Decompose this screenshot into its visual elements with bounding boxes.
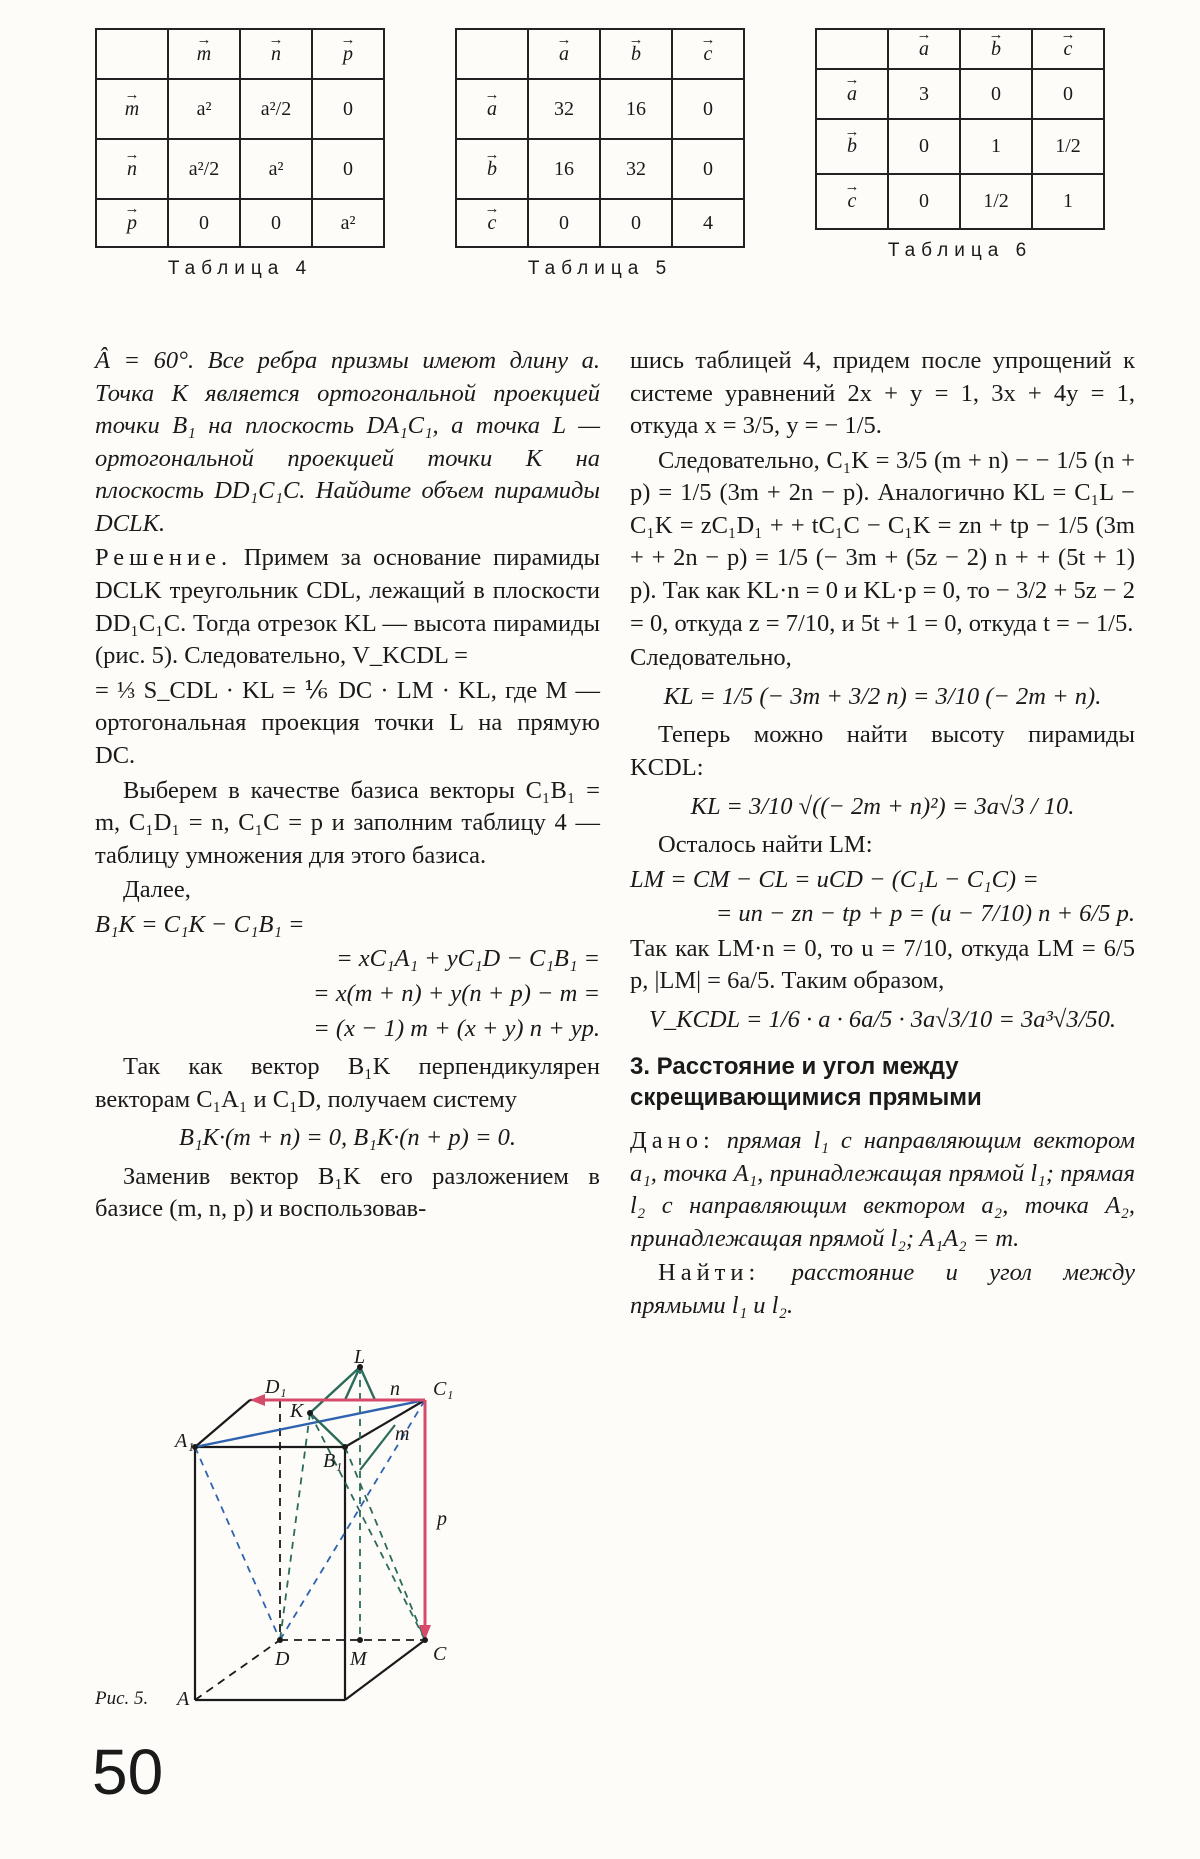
height-paragraph: Теперь можно найти высоту пирамиды KCDL: xyxy=(630,721,1135,781)
row-label: → p xyxy=(127,212,137,235)
formula-line-3: = x(m + n) + y(n + p) − m = xyxy=(313,979,600,1007)
label-b1: B₁ xyxy=(323,1450,343,1472)
solution-continuation: = ⅓ S_CDL · KL = ⅙ DC · LM · KL, где M — ортогональная проекция точки L на прямую DC. xyxy=(95,676,600,769)
lm-result-paragraph: Так как LM·n = 0, то u = 7/10, откуда LM = 6/5 p, |LM| = 6a/5. Таким образом, xyxy=(630,934,1135,995)
table-cell: 16 xyxy=(528,139,600,199)
table-cell: a² xyxy=(312,199,384,247)
table-cell: 0 xyxy=(672,139,744,199)
header-vector: → a xyxy=(919,38,929,61)
row-label: → c xyxy=(488,212,497,235)
table-cell: 0 xyxy=(960,69,1032,119)
segment-b1-c xyxy=(345,1447,425,1640)
table-cell: a²/2 xyxy=(168,139,240,199)
table-cell: 0 xyxy=(672,79,744,139)
system-paragraph: шись таблицей 4, придем после упрощений к системе уравнений 2x + y = 1, 3x + 4y = 1, откуда x = 3/5, y = − 1/5. xyxy=(630,347,1135,440)
table-cell: 1/2 xyxy=(960,174,1032,229)
header-vector: → c xyxy=(1064,38,1073,61)
further-word: Далее, xyxy=(123,876,191,904)
table-cell: 1 xyxy=(1032,174,1104,229)
segment-l-k xyxy=(310,1367,360,1413)
multiplication-table-4 xyxy=(95,28,385,248)
consequently-word: Следовательно, xyxy=(630,644,792,672)
page-number: 50 xyxy=(92,1736,164,1808)
table-cell: 0 xyxy=(312,139,384,199)
table-cell: 0 xyxy=(1032,69,1104,119)
row-label: → a xyxy=(847,83,857,106)
point-d xyxy=(277,1637,283,1643)
find-word: Найти: xyxy=(658,1259,761,1287)
row-label: → c xyxy=(848,190,857,213)
substitution-paragraph: Заменив вектор B₁K его разложением в базисе (m, n, p) и воспользовав- xyxy=(95,1162,600,1223)
table-6 xyxy=(815,28,1105,262)
right-column xyxy=(630,345,1135,1324)
header-vector: → b xyxy=(991,38,1001,61)
row-label: → b xyxy=(847,135,857,158)
header-vector: → n xyxy=(271,43,281,66)
point-m xyxy=(357,1637,363,1643)
table-4 xyxy=(95,28,385,280)
row-label: → a xyxy=(487,98,497,121)
table-cell: 1 xyxy=(960,119,1032,174)
multiplication-table-5 xyxy=(455,28,745,248)
label-a: A xyxy=(177,1688,190,1710)
table-cell: 4 xyxy=(672,199,744,247)
header-vector: → a xyxy=(559,43,569,66)
segment-a1-c1 xyxy=(195,1400,425,1447)
row-label: → n xyxy=(127,158,137,181)
table-cell: 0 xyxy=(600,199,672,247)
table-cell: 16 xyxy=(600,79,672,139)
label-p: p xyxy=(437,1508,447,1530)
header-vector: → c xyxy=(704,43,713,66)
system-formula: B₁K·(m + n) = 0, B₁K·(n + p) = 0. xyxy=(179,1124,516,1152)
left-column xyxy=(95,345,600,1228)
figure-caption: Рис. 5. xyxy=(95,1688,149,1709)
table-5 xyxy=(455,28,745,280)
lm-formula-2: = un − zn − tp + p = (u − 7/10) n + 6/5 p. xyxy=(715,900,1135,928)
label-k: K xyxy=(290,1400,304,1422)
table-cell: 3 xyxy=(888,69,960,119)
n-vector-arrowhead xyxy=(250,1394,265,1406)
basis-paragraph: Выберем в качестве базиса векторы C₁B₁ = m, C₁D₁ = n, C₁C = p и заполним таблицу 4 — таблицу умножения для этого базиса. xyxy=(95,776,600,869)
table-cell: 0 xyxy=(888,119,960,174)
hidden-edge-a-d xyxy=(195,1640,280,1700)
row-label: → m xyxy=(125,98,139,121)
solution-word: Решение. xyxy=(95,544,233,572)
label-n: n xyxy=(390,1378,400,1400)
formula-line-2: = xC₁A₁ + yC₁D − C₁B₁ = xyxy=(336,945,600,973)
solution-text: Примем за основание пирамиды DCLK треугольник CDL, лежащий в плоскости DD₁C₁C. Тогда отрезок KL — высота пирамиды (рис. 5). Следовательно, V_KCDL = xyxy=(95,544,600,670)
label-c: C xyxy=(433,1643,447,1665)
table-cell: 0 xyxy=(312,79,384,139)
point-b1 xyxy=(342,1444,348,1450)
multiplication-table-6 xyxy=(815,28,1105,230)
point-k xyxy=(307,1410,313,1416)
row-label: → b xyxy=(487,158,497,181)
c1k-paragraph: Следовательно, C₁K = 3/5 (m + n) − − 1/5 (n + p) = 1/5 (3m + 2n − p). Аналогично KL = C₁L − C₁K = zC₁D₁ + + tC₁C − C₁K = zn + tp − 1/5 (3m + + 2n − p) = 1/5 (− 3m + (5z − 2) n + + (5t + 1) p). Так как KL·n = 0 и KL·p = 0, то − 3/2 + 5z − 2 = 0, откуда z = 7/10, и 5t + 1 = 0, откуда t = − 1/5. xyxy=(630,446,1135,637)
remaining-paragraph: Осталось найти LM: xyxy=(658,831,873,859)
table-caption: Таблица 5 xyxy=(527,258,673,279)
table-cell: a² xyxy=(240,139,312,199)
table-corner xyxy=(456,29,528,79)
label-c1: C₁ xyxy=(433,1378,454,1400)
header-vector: → m xyxy=(197,43,211,66)
table-cell: 32 xyxy=(600,139,672,199)
kl-vector-formula: KL = 1/5 (− 3m + 3/2 n) = 3/10 (− 2m + n). xyxy=(663,682,1102,710)
segment-l-top xyxy=(360,1367,375,1400)
given-text: прямая l₁ с направляющим вектором a₁, точка A₁, принадлежащая прямой l₁; прямая l₂ с направляющим вектором a₂, точка A₂, принадлежащая прямой l₂; A₁A₂ = m. xyxy=(630,1126,1135,1252)
table-corner xyxy=(96,29,168,79)
label-d1: D₁ xyxy=(265,1376,287,1398)
header-vector: → p xyxy=(343,43,353,66)
table-cell: a² xyxy=(168,79,240,139)
find-text: расстояние и угол между прямыми l₁ и l₂. xyxy=(630,1259,1135,1319)
label-m-point: M xyxy=(350,1648,367,1670)
segment-a1-d xyxy=(195,1447,280,1640)
table-cell: 0 xyxy=(168,199,240,247)
label-m-vector: m xyxy=(395,1423,410,1445)
formula-line-1: B₁K = C₁K − C₁B₁ = xyxy=(95,910,305,938)
header-vector: → b xyxy=(631,43,641,66)
label-a1: A₁ xyxy=(175,1430,195,1452)
table-cell: 1/2 xyxy=(1032,119,1104,174)
table-cell: 0 xyxy=(240,199,312,247)
solution-paragraph xyxy=(95,542,600,672)
problem-text: Â = 60°. Все ребра призмы имеют длину a. Точка K является ортогональной проекцией точки B₁ на плоскость DA₁C₁, а точка L — ортогональной проекцией точки K на плоскость DD₁C₁C. Найдите объем пирамиды DCLK. xyxy=(95,347,600,537)
kl-length-formula: KL = 3/10 √((− 2m + n)²) = 3a√3 / 10. xyxy=(690,792,1075,820)
find-paragraph xyxy=(630,1257,1135,1322)
table-caption: Таблица 4 xyxy=(167,258,313,279)
table-cell: a²/2 xyxy=(240,79,312,139)
section-heading: 3. Расстояние и угол между скрещивающимися прямыми xyxy=(630,1052,982,1111)
tables-row xyxy=(95,28,1145,308)
given-word: Дано: xyxy=(630,1126,715,1154)
table-cell: 0 xyxy=(528,199,600,247)
table-cell: 32 xyxy=(528,79,600,139)
volume-formula: V_KCDL = 1/6 · a · 6a/5 · 3a√3/10 = 3a³√3/50. xyxy=(648,1005,1117,1033)
label-d: D xyxy=(275,1648,290,1670)
segment-l-top-2 xyxy=(345,1367,360,1400)
perpendicular-paragraph: Так как вектор B₁K перпендикулярен векторам C₁A₁ и C₁D, получаем систему xyxy=(95,1053,600,1113)
given-paragraph xyxy=(630,1125,1135,1255)
table-corner xyxy=(816,29,888,69)
table-caption: Таблица 6 xyxy=(887,240,1033,261)
table-cell: 0 xyxy=(888,174,960,229)
lm-formula-1: LM = CM − CL = uCD − (C₁L − C₁C) = xyxy=(630,865,1039,893)
prism-figure xyxy=(95,1346,595,1710)
edge-a1-d1 xyxy=(195,1400,250,1447)
formula-line-4: = (x − 1) m + (x + y) n + yp. xyxy=(313,1014,600,1042)
m-vector-line xyxy=(360,1425,395,1470)
label-l: L xyxy=(354,1346,366,1368)
point-c xyxy=(422,1637,428,1643)
